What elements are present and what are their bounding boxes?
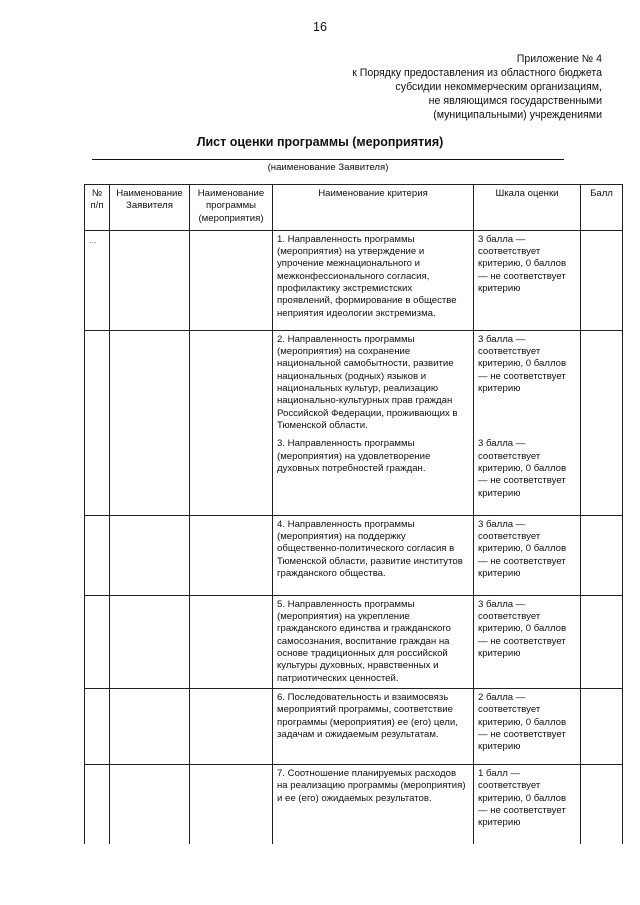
cell-applicant [110, 230, 190, 330]
cell-scale: 3 балла — соответствует критерию, 0 баллов — не соответствует критерию [474, 595, 581, 688]
cell-scale: 3 балла — соответствует критерию, 0 баллов — не соответствует критерию [474, 435, 581, 515]
cell-criterion: 6. Последовательность и взаимосвязь мероприятий программы, соответствие программы (мероприятия) ее (его) цели, задачам и ожидаемым результатам. [273, 688, 474, 764]
cell-scale: 2 балла — соответствует критерию, 0 баллов — не соответствует критерию [474, 688, 581, 764]
header-scale: Шкала оценки [474, 185, 581, 231]
document-title: Лист оценки программы (мероприятия) [196, 135, 444, 149]
table-row [85, 230, 623, 330]
table-row [85, 595, 623, 688]
cell-applicant [110, 688, 190, 764]
cell-program [190, 595, 273, 688]
cell-score [581, 330, 623, 515]
cell-applicant [110, 595, 190, 688]
appendix-line: не являющимся государственными [428, 95, 602, 107]
applicant-name-line [92, 159, 564, 160]
cell-program [190, 515, 273, 595]
cell-program [190, 330, 273, 515]
header-num: № п/п [85, 185, 110, 231]
cell-num [85, 330, 110, 515]
appendix-line: (муниципальными) учреждениями [433, 109, 602, 121]
cell-num [85, 230, 110, 330]
cell-program [190, 764, 273, 844]
row-marker: ... [89, 234, 97, 245]
table-row [85, 330, 623, 435]
cell-num [85, 688, 110, 764]
header-applicant: Наименование Заявителя [110, 185, 190, 231]
appendix-line: Приложение № 4 [516, 53, 602, 65]
cell-scale: 1 балл — соответствует критерию, 0 баллов — не соответствует критерию [474, 764, 581, 844]
table-header-row [85, 185, 623, 231]
appendix-note [352, 52, 602, 122]
cell-scale: 3 балла — соответствует критерию, 0 баллов — не соответствует критерию [474, 230, 581, 330]
cell-score [581, 515, 623, 595]
table-row [85, 764, 623, 844]
evaluation-table [84, 184, 623, 844]
appendix-line: субсидии некоммерческим организациям, [395, 81, 602, 93]
cell-num [85, 764, 110, 844]
cell-scale: 3 балла — соответствует критерию, 0 баллов — не соответствует критерию [474, 330, 581, 435]
cell-applicant [110, 515, 190, 595]
header-score: Балл [581, 185, 623, 231]
cell-score [581, 595, 623, 688]
cell-score [581, 688, 623, 764]
cell-applicant [110, 764, 190, 844]
cell-applicant [110, 330, 190, 515]
cell-scale: 3 балла — соответствует критерию, 0 баллов — не соответствует критерию [474, 515, 581, 595]
applicant-caption: (наименование Заявителя) [267, 162, 389, 173]
table-row [85, 515, 623, 595]
cell-criterion: 2. Направленность программы (мероприятия) на сохранение национальной самобытности, развитие национальных (родных) языков и национальных культур, реализацию национально-культурных прав граждан Российской Федерации, проживающих в Тюменской области. [273, 330, 474, 435]
cell-criterion: 1. Направленность программы (мероприятия) на утверждение и упрочение межнационального и межконфессионального согласия, профилактику экстремистских проявлений, формирование в обществе неприятия идеологии экстремизма. [273, 230, 474, 330]
cell-num [85, 515, 110, 595]
table-row [85, 688, 623, 764]
header-program: Наименование программы (мероприятия) [190, 185, 273, 231]
cell-criterion: 3. Направленность программы (мероприятия) на удовлетворение духовных потребностей граждан. [273, 435, 474, 515]
cell-criterion: 5. Направленность программы (мероприятия) на укрепление гражданского единства и гражданского самосознания, воспитание граждан на основе традиционных для российской культуры духовных, нравственных и патриотических ценностей. [273, 595, 474, 688]
cell-score [581, 230, 623, 330]
cell-num [85, 595, 110, 688]
appendix-line: к Порядку предоставления из областного бюджета [352, 67, 602, 79]
header-criterion: Наименование критерия [273, 185, 474, 231]
cell-program [190, 688, 273, 764]
page-number: 16 [313, 20, 327, 34]
cell-score [581, 764, 623, 844]
cell-program [190, 230, 273, 330]
cell-criterion: 4. Направленность программы (мероприятия) на поддержку общественно-политического согласия в Тюменской области, развитие институтов гражданского общества. [273, 515, 474, 595]
cell-criterion: 7. Соотношение планируемых расходов на реализацию программы (мероприятия) и ее (его) ожидаемых результатов. [273, 764, 474, 844]
